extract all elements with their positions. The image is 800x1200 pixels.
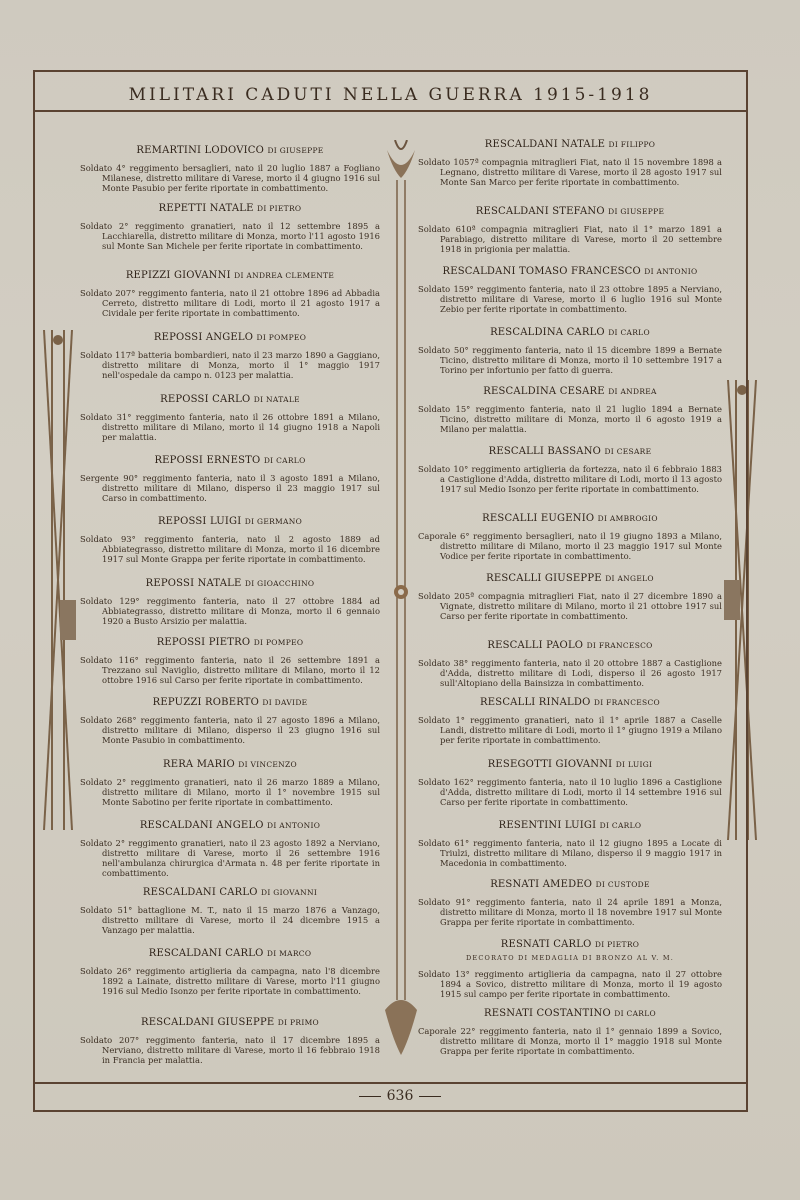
entry-parent: DI CARLO xyxy=(608,328,650,337)
entry-name xyxy=(418,327,722,338)
entry-text: Soldato 117ª batteria bombardieri, nato il 23 marzo 1890 a Gaggiano, distretto militare di Monza, morto il 1° maggio 1917 nell'ospedale da campo n. 0123 per malattia. xyxy=(80,350,380,380)
entry-parent: DI PIETRO xyxy=(594,940,640,949)
entry xyxy=(418,386,722,434)
entry-name xyxy=(80,1017,380,1028)
entry-name xyxy=(80,394,380,405)
entry-name xyxy=(418,446,722,457)
entry-text: Soldato 1057ª compagnia mitraglieri Fiat, nato il 15 novembre 1898 a Legnano, distretto militare di Varese, morto il 28 agosto 1917 sul Monte San Marco per ferite riportate in combattimento. xyxy=(418,157,722,187)
entry-surname: RESCALDANI TOMASO FRANCESCO xyxy=(442,266,641,277)
entry-parent: DI AMBROGIO xyxy=(597,514,658,523)
entry-surname: RESCALLI PAOLO xyxy=(487,640,584,651)
entry-text: Sergente 90° reggimento fanteria, nato il 3 agosto 1891 a Milano, distretto militare di Milano, disperso il 23 maggio 1917 sul Carso in combattimento. xyxy=(80,473,380,503)
entry-text: Soldato 2° reggimento granatieri, nato il 23 agosto 1892 a Nerviano, distretto militare di Varese, morto il 26 settembre 1916 nell'ambulanza chirurgica d'Armata n. 48 per ferite riportate in combattimento. xyxy=(80,838,380,878)
entry xyxy=(80,887,380,935)
entry-text: Soldato 91° reggimento fanteria, nato il 24 aprile 1891 a Monza, distretto militare di Monza, morto il 18 novembre 1917 sul Monte Grappa per ferite riportate in combattimento. xyxy=(418,897,722,927)
entry-decoration: DECORATO DI MEDAGLIA DI BRONZO AL V. M. xyxy=(466,954,674,962)
entry-parent: DI ANDREA CLEMENTE xyxy=(234,271,335,280)
entry-parent: DI MARCO xyxy=(266,949,312,958)
entry xyxy=(80,697,380,745)
entry xyxy=(80,820,380,878)
entry-surname: RESCALLI EUGENIO xyxy=(482,513,595,524)
entry-parent: DI CARLO xyxy=(263,456,306,465)
entry-surname: RESCALDANI GIUSEPPE xyxy=(140,1017,275,1028)
entry-parent: DI LUIGI xyxy=(615,760,653,769)
entry-parent: DI PIETRO xyxy=(257,204,302,213)
entry xyxy=(80,455,380,503)
entry-surname: RESNATI AMEDEO xyxy=(490,879,593,890)
entry-surname: RESCALDANI NATALE xyxy=(484,139,606,150)
entry-parent: DI POMPEO xyxy=(256,333,307,342)
entry-name xyxy=(80,270,380,281)
entry-parent: DI POMPEO xyxy=(253,638,304,647)
entry-parent: DI GERMANO xyxy=(244,517,303,526)
entry-surname: REPOSSI CARLO xyxy=(160,394,251,405)
entry-text: Soldato 4° reggimento bersaglieri, nato il 20 luglio 1887 a Fogliano Milanese, distretto militare di Varese, morto il 4 giugno 1916 sul Monte Pasubio per ferite riportate in combattimento. xyxy=(80,163,380,193)
entry-surname: RERA MARIO xyxy=(162,759,235,770)
entry xyxy=(80,394,380,442)
entry xyxy=(418,697,722,745)
entry xyxy=(418,820,722,868)
entry-text: Soldato 13° reggimento artiglieria da campagna, nato il 27 ottobre 1894 a Sovico, distretto militare di Monza, morto il 19 agosto 1915 sul campo per ferite riportate in combattimento. xyxy=(418,969,722,999)
page-number-value: 636 xyxy=(386,1088,414,1104)
entry-surname: RESNATI COSTANTINO xyxy=(484,1008,611,1019)
page-title: MILITARI CADUTI NELLA GUERRA 1915-1918 xyxy=(35,72,746,112)
entry-parent: DI NATALE xyxy=(253,395,300,404)
entry xyxy=(418,139,722,187)
entry xyxy=(418,879,722,927)
entry-text: Soldato 268° reggimento fanteria, nato il 27 agosto 1896 a Milano, distretto militare di Milano, disperso il 23 giugno 1916 sul Monte Pasubio in combattimento. xyxy=(80,715,380,745)
entry-name xyxy=(418,640,722,651)
entry-name xyxy=(418,513,722,524)
entry-text: Caporale 6° reggimento bersaglieri, nato il 19 giugno 1893 a Milano, distretto militare di Milano, morto il 23 maggio 1917 sul Monte Vodice per ferite riportate in combattimento. xyxy=(418,531,722,561)
entry xyxy=(418,640,722,688)
entry-text: Soldato 26° reggimento artiglieria da campagna, nato l'8 dicembre 1892 a Lainate, distretto militare di Varese, morto l'11 giugno 1916 sul Medio Isonzo per ferite riportate in combattimento. xyxy=(80,966,380,996)
entry-text: Soldato 1° reggimento granatieri, nato il 1° aprile 1887 a Caselle Landi, distretto militare di Lodi, morto il 1° giugno 1919 a Milano per ferite riportate in combattimento. xyxy=(418,715,722,745)
entry-parent: DI VINCENZO xyxy=(238,760,298,769)
entry-text: Soldato 162° reggimento fanteria, nato il 10 luglio 1896 a Castiglione d'Adda, distretto militare di Lodi, morto il 14 settembre 1916 sul Carso per ferite riportate in combattimento. xyxy=(418,777,722,807)
entry-parent: DI FRANCESCO xyxy=(593,698,660,707)
page-number xyxy=(0,1088,800,1104)
entry-name xyxy=(418,939,722,950)
entry-surname: REPOSSI NATALE xyxy=(145,578,242,589)
entry-text: Soldato 51° battaglione M. T., nato il 15 marzo 1876 a Vanzago, distretto militare di Varese, morto il 24 dicembre 1915 a Vanzago per malattia. xyxy=(80,905,380,935)
entry-name xyxy=(80,455,380,466)
entry xyxy=(80,203,380,251)
entry-parent: DI FRANCESCO xyxy=(586,641,653,650)
entry-surname: RESCALLI GIUSEPPE xyxy=(486,573,602,584)
entry xyxy=(80,759,380,807)
entry-name xyxy=(418,697,722,708)
entry-text: Soldato 207° reggimento fanteria, nato il 17 dicembre 1895 a Nerviano, distretto militare di Varese, morto il 16 febbraio 1918 in Francia per malattia. xyxy=(80,1035,380,1065)
entry-text: Soldato 31° reggimento fanteria, nato il 26 ottobre 1891 a Milano, distretto militare di Milano, morto il 14 giugno 1918 a Napoli per malattia. xyxy=(80,412,380,442)
entry-surname: RESCALLI RINALDO xyxy=(480,697,591,708)
entry-parent: DI GIOACCHINO xyxy=(244,579,315,588)
entry-surname: RESCALDANI CARLO xyxy=(148,948,264,959)
entry-name xyxy=(418,266,722,277)
entry-parent: DI CUSTODE xyxy=(595,880,650,889)
entry-text: Soldato 129° reggimento fanteria, nato il 27 ottobre 1884 ad Abbiategrasso, distretto militare di Monza, morto il 6 gennaio 1920 a Busto Arsizio per malattia. xyxy=(80,596,380,626)
entry xyxy=(80,516,380,564)
entry xyxy=(418,939,722,999)
entry xyxy=(418,573,722,621)
entry-name xyxy=(418,386,722,397)
entry-surname: REPUZZI ROBERTO xyxy=(152,697,260,708)
entry-surname: REPIZZI GIOVANNI xyxy=(125,270,231,281)
entry-surname: REPOSSI ERNESTO xyxy=(154,455,261,466)
entry-text: Soldato 50° reggimento fanteria, nato il 15 dicembre 1899 a Bernate Ticino, distretto militare di Monza, morto il 10 settembre 1917 a Torino per infortunio per fatto di guerra. xyxy=(418,345,722,375)
entry xyxy=(418,327,722,375)
entry-text: Soldato 2° reggimento granatieri, nato il 26 marzo 1889 a Milano, distretto militare di Milano, morto il 1° novembre 1915 sul Monte Sabotino per ferite riportate in combattimento. xyxy=(80,777,380,807)
entry-parent: DI CESARE xyxy=(604,447,652,456)
entry-surname: RESENTINI LUIGI xyxy=(498,820,597,831)
entry-surname: REPOSSI LUIGI xyxy=(157,516,242,527)
entry-parent: DI CARLO xyxy=(599,821,642,830)
entry-surname: RESCALDANI ANGELO xyxy=(139,820,264,831)
entry-surname: RESCALDINA CARLO xyxy=(490,327,605,338)
entry-name xyxy=(80,759,380,770)
entry xyxy=(418,759,722,807)
entry xyxy=(80,948,380,996)
entry-parent: DI GIUSEPPE xyxy=(267,146,324,155)
entry xyxy=(418,513,722,561)
entry xyxy=(418,446,722,494)
entry xyxy=(80,145,380,193)
entry-surname: REPETTI NATALE xyxy=(158,203,254,214)
entry-parent: DI FILIPPO xyxy=(608,140,656,149)
entry-surname: RESNATI CARLO xyxy=(500,939,592,950)
entry xyxy=(418,266,722,314)
footer-divider xyxy=(35,1082,746,1084)
entry-parent: DI PRIMO xyxy=(277,1018,320,1027)
entry-text: Soldato 205ª compagnia mitraglieri Fiat, nato il 27 dicembre 1890 a Vignate, distretto militare di Milano, morto il 21 ottobre 1917 sul Carso per ferite riportate in combattimento. xyxy=(418,591,722,621)
entry xyxy=(80,332,380,380)
entry-text: Soldato 159° reggimento fanteria, nato il 23 ottobre 1895 a Nerviano, distretto militare di Varese, morto il 6 luglio 1916 sul Monte Zebio per ferite riportate in combattimento. xyxy=(418,284,722,314)
entry-text: Soldato 15° reggimento fanteria, nato il 21 luglio 1894 a Bernate Ticino, distretto militare di Monza, morto il 6 agosto 1919 a Milano per malattia. xyxy=(418,404,722,434)
entry-parent: DI ANTONIO xyxy=(644,267,698,276)
entry-text: Soldato 61° reggimento fanteria, nato il 12 giugno 1895 a Locate di Triulzi, distretto militare di Milano, disperso il 9 maggio 1917 in Macedonia in combattimento. xyxy=(418,838,722,868)
entry-text: Soldato 207° reggimento fanteria, nato il 21 ottobre 1896 ad Abbadia Cerreto, distretto militare di Lodi, morto il 21 agosto 1917 a Cividale per ferite riportate in combattimento. xyxy=(80,288,380,318)
entry-surname: RESCALDINA CESARE xyxy=(483,386,605,397)
entry-name xyxy=(418,759,722,770)
entry-parent: DI GIUSEPPE xyxy=(608,207,665,216)
entry xyxy=(80,578,380,626)
entry-name xyxy=(80,887,380,898)
entry-name xyxy=(80,516,380,527)
entry-text: Soldato 38° reggimento fanteria, nato il 20 ottobre 1887 a Castiglione d'Adda, distretto militare di Lodi, disperso il 26 agosto 1917 sull'Altopiano della Bainsizza in combattimento. xyxy=(418,658,722,688)
entry-name xyxy=(80,820,380,831)
entry-text: Caporale 22° reggimento fanteria, nato il 1° gennaio 1899 a Sovico, distretto militare di Monza, morto il 1° maggio 1918 sul Monte Grappa per ferite riportate in combattimento. xyxy=(418,1026,722,1056)
entry-name xyxy=(418,820,722,831)
entry-text: Soldato 10° reggimento artiglieria da fortezza, nato il 6 febbraio 1883 a Castiglione d'Adda, distretto militare di Lodi, morto il 13 agosto 1917 sul Medio Isonzo per ferite riportate in combattimento. xyxy=(418,464,722,494)
entry-surname: REPOSSI PIETRO xyxy=(156,637,251,648)
entry-name xyxy=(418,879,722,890)
entry-surname: RESCALDANI CARLO xyxy=(142,887,258,898)
entry-parent: DI CARLO xyxy=(614,1009,656,1018)
entry-surname: RESEGOTTI GIOVANNI xyxy=(487,759,613,770)
entry-text: Soldato 610ª compagnia mitraglieri Fiat, nato il 1° marzo 1891 a Parabiago, distretto militare di Varese, morto il 20 settembre 1918 in prigionia per malattia. xyxy=(418,224,722,254)
entry-surname: RESCALLI BASSANO xyxy=(488,446,602,457)
entry-name xyxy=(418,1008,722,1019)
entry xyxy=(80,637,380,685)
entry xyxy=(80,270,380,318)
entry xyxy=(418,1008,722,1056)
entry-surname: RESCALDANI STEFANO xyxy=(475,206,605,217)
entry-name xyxy=(80,145,380,156)
entry-text: Soldato 93° reggimento fanteria, nato il 2 agosto 1889 ad Abbiategrasso, distretto militare di Monza, morto il 16 dicembre 1917 sul Monte Grappa per ferite riportate in combattimento. xyxy=(80,534,380,564)
entry-text: Soldato 2° reggimento granatieri, nato il 12 settembre 1895 a Lacchiarella, distretto militare di Monza, morto l'11 agosto 1916 sul Monte San Michele per ferite riportate in combattimento. xyxy=(80,221,380,251)
entry-parent: DI ANTONIO xyxy=(267,821,321,830)
entry-parent: DI DAVIDE xyxy=(262,698,308,707)
entry-parent: DI ANGELO xyxy=(605,574,654,583)
entry-parent: DI ANDREA xyxy=(608,387,657,396)
entry-name xyxy=(80,697,380,708)
entry-name xyxy=(80,203,380,214)
entry-parent: DI GIOVANNI xyxy=(261,888,318,897)
entry-text: Soldato 116° reggimento fanteria, nato il 26 settembre 1891 a Trezzano sul Naviglio, distretto militare di Milano, morto il 12 ottobre 1916 sul Carso per ferite riportate in combattimento. xyxy=(80,655,380,685)
entry-name xyxy=(80,578,380,589)
entry-name xyxy=(80,637,380,648)
entry-name xyxy=(418,206,722,217)
entry xyxy=(80,1017,380,1065)
entry-surname: REMARTINI LODOVICO xyxy=(136,145,265,156)
entry-name xyxy=(418,573,722,584)
entry xyxy=(418,206,722,254)
entry-name xyxy=(418,139,722,150)
entry-surname: REPOSSI ANGELO xyxy=(153,332,254,343)
entry-name xyxy=(80,948,380,959)
entry-name xyxy=(80,332,380,343)
